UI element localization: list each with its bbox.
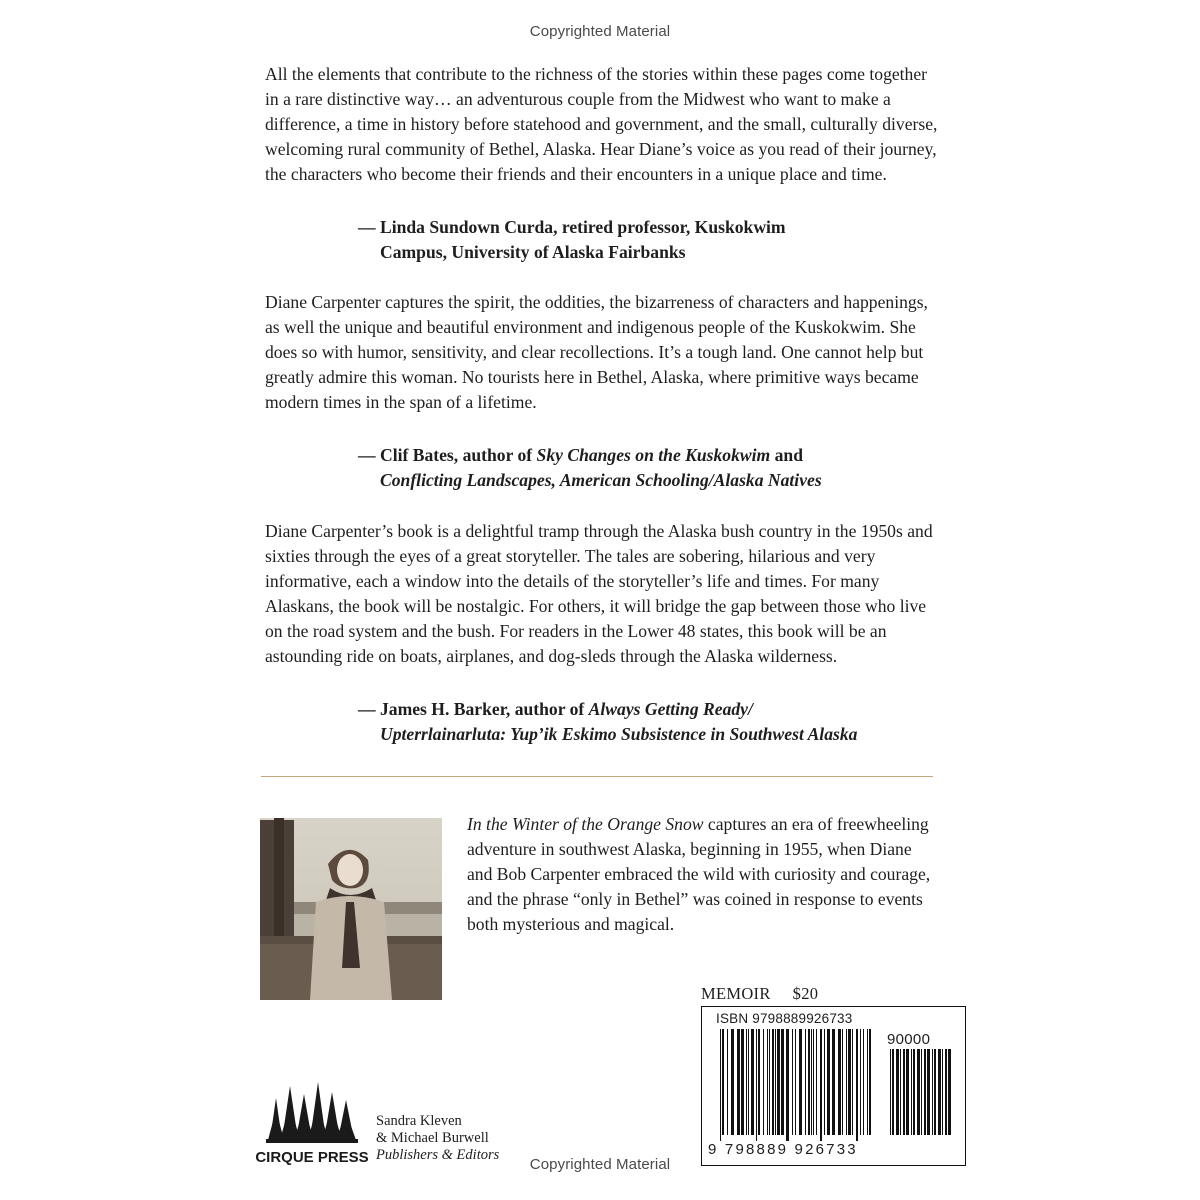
barcode-bar: [863, 1029, 864, 1135]
watermark-bottom: Copyrighted Material: [529, 1156, 671, 1173]
barcode-bar: [727, 1029, 728, 1135]
barcode-bar: [769, 1029, 770, 1135]
barcode-bar: [751, 1029, 754, 1135]
barcode-bar: [824, 1029, 825, 1135]
watermark-top: Copyrighted Material: [529, 23, 671, 40]
addon-bar: [906, 1049, 909, 1135]
attribution-2-join: and: [770, 445, 803, 465]
addon-bar: [921, 1049, 922, 1135]
barcode-bar: [805, 1029, 806, 1135]
price-code: 90000: [887, 1031, 931, 1048]
addon-bar: [942, 1049, 943, 1135]
barcode-bar: [838, 1029, 841, 1135]
barcode-bar: [842, 1029, 843, 1135]
barcode-bar: [756, 1029, 757, 1141]
barcode-digits: 9 798889 926733: [708, 1141, 858, 1158]
barcode-bar: [799, 1029, 802, 1135]
section-divider: [261, 776, 933, 777]
addon-bar: [917, 1049, 920, 1135]
barcode-bar: [746, 1029, 747, 1135]
barcode-bar: [786, 1029, 789, 1141]
addon-bar: [911, 1049, 912, 1135]
barcode-bar: [772, 1029, 774, 1135]
addon-bar: [900, 1049, 901, 1135]
review-text-2: Diane Carpenter captures the spirit, the oddities, the bizarreness of characters and happenings, as well the unique and beautiful environment and indigenous people of the Kuskokwim. She does so with humor, sensitivity, and clear recollections. It’s a tough land. One cannot help but greatly admire this woman. No tourists here in Bethel, Alaska, where primitive ways became modern times in the span of a lifetime.: [265, 292, 928, 412]
blurb-book-title: In the Winter of the Orange Snow: [467, 814, 704, 834]
barcode-bar: [808, 1029, 810, 1135]
addon-bar: [903, 1049, 905, 1135]
attribution-2-book-title-2: Conflicting Landscapes, American Schooling/Alaska Natives: [380, 470, 822, 490]
barcode-bar: [775, 1029, 776, 1135]
barcode-bar: [792, 1029, 793, 1135]
attribution-1-line1: — Linda Sundown Curda, retired professor, Kuskokwim: [358, 217, 786, 237]
barcode-bar: [748, 1029, 749, 1135]
addon-bar: [924, 1049, 926, 1135]
isbn-label: ISBN 9798889926733: [716, 1011, 853, 1026]
barcode-bar: [848, 1029, 851, 1135]
barcode-bar: [827, 1029, 830, 1135]
addon-bar: [913, 1049, 915, 1135]
publisher-role: Publishers & Editors: [376, 1147, 500, 1163]
book-blurb: [467, 812, 937, 937]
barcode-bar: [860, 1029, 861, 1135]
review-attribution-1: [358, 215, 948, 265]
barcode-bar: [722, 1029, 724, 1135]
barcode-bar: [869, 1029, 871, 1135]
barcode-bar: [867, 1029, 868, 1135]
review-text-1: All the elements that contribute to the richness of the stories within these pages come together in a rare distinctive way… an adventurous couple from the Midwest who want to make a difference, a time in history before statehood and government, and the small, culturally diverse, welcoming rural community of Bethel, Alaska. Hear Diane’s voice as you read of their journey, the characters who become their friends and their encounters in a unique place and time.: [265, 64, 938, 184]
attribution-3-prefix: — James H. Barker, author of: [358, 699, 589, 719]
barcode-bar: [820, 1029, 822, 1141]
barcode-bar: [777, 1029, 780, 1135]
barcode-bar: [720, 1029, 721, 1141]
attribution-2-prefix: — Clif Bates, author of: [358, 445, 537, 465]
genre-price-line: [701, 984, 840, 1004]
addon-bar: [934, 1049, 936, 1135]
barcode-bar: [781, 1029, 784, 1135]
addon-bar: [948, 1049, 951, 1135]
addon-bar: [892, 1049, 894, 1135]
barcode-bar: [763, 1029, 764, 1135]
logo-wordmark: CIRQUE PRESS: [255, 1149, 369, 1166]
barcode-bar: [795, 1029, 796, 1135]
attribution-2-book-title-1: Sky Changes on the Kuskokwim: [536, 445, 771, 465]
addon-bar: [932, 1049, 933, 1135]
publisher-name-1: Sandra Kleven: [376, 1113, 462, 1129]
barcode-bar: [856, 1029, 858, 1141]
author-photo: [260, 818, 442, 1000]
review-attribution-2: [358, 443, 948, 493]
publisher-name-2: & Michael Burwell: [376, 1130, 489, 1146]
barcode-bar: [832, 1029, 835, 1135]
price-label: $20: [792, 984, 819, 1003]
attribution-3-book-title-2: Upterrlainarluta: Yup’ik Eskimo Subsistence in Southwest Alaska: [380, 724, 858, 744]
addon-bar: [890, 1049, 891, 1135]
review-attribution-3: [358, 697, 948, 747]
addon-bar: [896, 1049, 899, 1135]
addon-bar: [938, 1049, 941, 1135]
review-text-3: Diane Carpenter’s book is a delightful tramp through the Alaska bush country in the 1950s and sixties through the eyes of a great storyteller. The tales are sobering, hilarious and very informative, each a window into the details of the storyteller’s life and times. For many Alaskans, the book will be nostalgic. For others, it will bridge the gap between those who live on the road system and the bush. For readers in the Lower 48 states, this book will be an astounding ride on boats, airplanes, and dog-sleds through the Alaska wilderness.: [265, 521, 933, 666]
barcode-bar: [741, 1029, 744, 1135]
isbn-barcode: [701, 1006, 966, 1166]
barcode-bar: [737, 1029, 740, 1135]
addon-bar: [927, 1049, 930, 1135]
barcode-bar: [731, 1029, 734, 1135]
barcode-bar: [758, 1029, 760, 1135]
attribution-3-book-title-1: Always Getting Ready/: [588, 699, 753, 719]
barcode-bar: [852, 1029, 853, 1135]
blurb-text: captures an era of freewheeling adventure in southwest Alaska, beginning in 1955, when Diane and Bob Carpenter embraced the wild with curiosity and courage, and the phrase “only in Bethel” was coined in response to events both mysterious and magical.: [467, 814, 931, 934]
barcode-bar: [846, 1029, 847, 1135]
addon-bar: [945, 1049, 947, 1135]
attribution-1-line2: Campus, University of Alaska Fairbanks: [380, 242, 686, 262]
barcode-bar: [811, 1029, 812, 1135]
barcode-bar: [813, 1029, 814, 1135]
barcode-bar: [816, 1029, 817, 1135]
genre-label: MEMOIR: [701, 984, 771, 1003]
barcode-bar: [767, 1029, 768, 1135]
